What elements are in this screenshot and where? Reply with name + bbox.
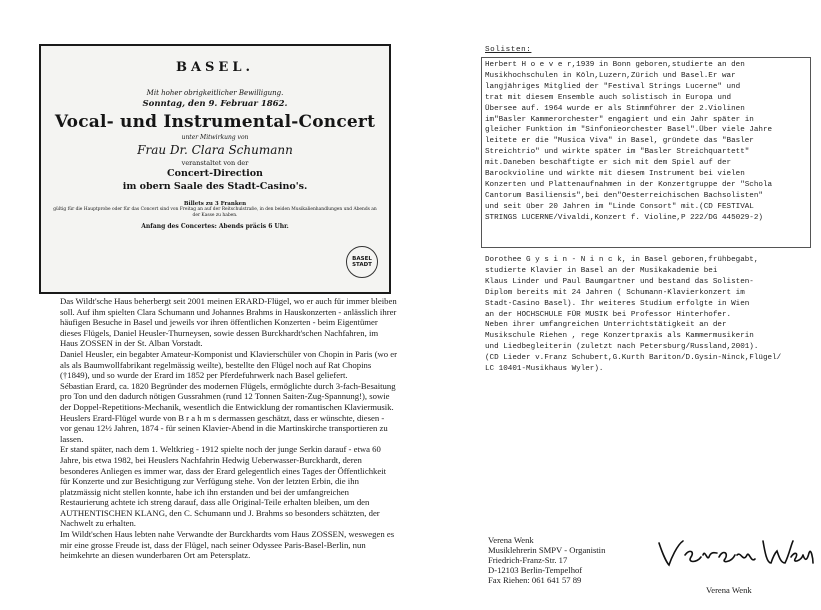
history-paragraph: Daniel Heusler, ein begabter Amateur-Komponist und Klavierschüler von Chopin in Paris (wo er als als Baumwollfabrikant regelmässig weilte), bestellte den Flügel noch auf Rat Chopins (†1849), und so wurde der Erard im 1852 per Pferdefuhrwerk nach Basel geliefert. <box>60 348 397 381</box>
sender-name: Verena Wenk <box>488 535 534 545</box>
poster-stamp: BASEL STADT <box>346 246 378 278</box>
bio-line: studierte Klavier in Basel an der Musikakademie bei <box>485 266 718 275</box>
poster-organizer: Concert-Direction <box>167 168 263 179</box>
history-paragraph: Sébastian Erard, ca. 1820 Begründer des modernen Flügels, ermöglichte durch 3-fach-Besaitung pro Ton und den dadurch nötigen Gussrahmen (rund 12 Tonnen Saiten-Zug-Spannung!), sowie der Doppel-Repetitions-Mechanik, wesentlich die Entwicklung der romantischen Klaviermusik. Heuslers Erard-Flügel wurde von B r a h m s dermassen geschätzt, dass er wünschte, diesen - vor genau 12½ Jahren, 1874 - für seinen Klavier-Abend in die Martinskirche transportieren zu lassen. <box>60 380 396 444</box>
bio-line: an der HOCHSCHULE FÜR MUSIK bei Professor Hinterhofer. <box>485 310 732 319</box>
bio-line: trat mit diesem Ensemble auch solistisch in Europa und <box>485 93 732 102</box>
bio-line: leitete er die "Musica Viva" in Basel, gründete das "Basler <box>485 137 754 146</box>
bio-line: Stadt-Casino Basel). Ihr weiteres Studium erfolgte in Wien <box>485 299 750 308</box>
poster-with-line: unter Mitwirkung von <box>181 134 249 141</box>
history-paragraph: Im Wildt'schen Haus lebten nahe Verwandte der Burckhardts vom Haus ZOSSEN, weswegen es mir eine grosse Freude ist, dass der Flügel, nach seiner Odyssee Paris-Basel-Berlin, nun heimkehrte an diesen wunderbaren Ort am Petersplatz. <box>60 529 395 561</box>
history-text <box>60 296 397 561</box>
poster-date: Sonntag, den 9. Februar 1862. <box>142 99 288 109</box>
sender-city: D-12103 Berlin-Tempelhof <box>488 565 583 575</box>
bio-line: Diplom bereits mit 24 Jahren ( Schumann-Klavierkonzert im <box>485 288 745 297</box>
bio-line: Musikschule Riehen , rege Konzertpraxis als Kammermusikerin <box>485 332 754 341</box>
soloists-heading: Solisten: <box>485 46 532 54</box>
bio-line: und Liedbegleiterin (zuletzt nach Petersburg/Russland,2001). <box>485 343 759 352</box>
soloist-bio-hoever <box>485 60 807 224</box>
poster-small-print-1: Billets zu 3 Franken <box>183 201 247 207</box>
bio-line: und seit über 20 Jahren im "Linde Consort" mit.(CD FESTIVAL <box>485 202 754 211</box>
poster-tickets: Anfang des Concertes: Abends präcis 6 Uhr. <box>141 222 289 230</box>
bio-line: gleicher Funktion im "Sinfonieorchester Basel".Über viele Jahre <box>485 126 773 135</box>
printed-signature-name: Verena Wenk <box>706 585 752 595</box>
bio-line: Neben ihrer umfangreichen Unterrichtstätigkeit an der <box>485 321 727 330</box>
bio-line: Streichtrio" und wirkte später im "Basler Streichquartett" <box>485 148 750 157</box>
bio-line: langjähriges Mitglied der "Festival Strings Lucerne" und <box>485 82 741 91</box>
bio-line: Herbert H o e v e r,1939 in Bonn geboren,studierte an den <box>485 61 745 69</box>
bio-line: STRINGS LUCERNE/Vivaldi,Konzert f. Violine,P 222/DG 445029-2) <box>485 213 763 222</box>
sender-role: Musiklehrerin SMPV - Organistin <box>488 545 606 555</box>
bio-line: Barockvioline und wirkte mit diesem Instrument bei vielen <box>485 170 745 179</box>
bio-line: Konzerten und Plattenaufnahmen in der Konzertgruppe der "Schola <box>485 180 773 189</box>
poster-small-print-2: gültig für die Hauptprobe oder für das Concert sind von Freitag an auf der Reitschulstraße, in den beiden Musikalienhandlungen und Abends an der Kasse zu haben. <box>53 207 377 219</box>
poster-permit: Mit hoher obrigkeitlicher Bewilligung. <box>146 89 284 97</box>
bio-line: Übersee auf. 1964 wurde er als Stimmführer der 2.Violinen <box>485 104 745 113</box>
bio-line: Klaus Linder und Paul Baumgartner und bestand das Solisten- <box>485 277 754 286</box>
history-paragraph: Das Wildt'sche Haus beherbergt seit 2001 meinen ERARD-Flügel, wo er auch für immer bleiben soll. Auf ihm spielten Clara Schumann und Johannes Brahms in Hauskonzerten - anlässlich ihrer häufigen Besuche in Basel und jeweils vor ihren öffentlichen Konzerten - beim Eigentümer dieses Flügels, Daniel Heusler-Thurneysen, sowie dessen Burckhardt'schen Nachfahren, im Haus ZOSSEN in der St. Alban Vorstadt. <box>60 296 397 349</box>
bio-line: Dorothee G y s i n - N i n c k, in Basel geboren,frühbegabt, <box>485 256 759 264</box>
bio-line: mit.Daneben beschäftigte er sich mit dem Spiel auf der <box>485 159 732 168</box>
concert-poster <box>39 44 391 294</box>
soloist-bio-gysin-ninck <box>485 255 807 375</box>
bio-line: Musikhochschulen in Köln,Luzern,Zürich und Basel.Er war <box>485 71 736 80</box>
sender-address <box>488 535 605 585</box>
handwritten-signature <box>655 533 815 573</box>
poster-performer: Frau Dr. Clara Schumann <box>137 143 293 157</box>
sender-fax: Fax Riehen: 061 641 57 89 <box>488 575 582 585</box>
poster-title: Vocal- und Instrumental-Concert <box>54 112 376 132</box>
poster-venue: im obern Saale des Stadt-Casino's. <box>122 181 308 192</box>
sender-street: Friedrich-Franz-Str. 17 <box>488 555 568 565</box>
bio-line: im"Basler Kammerorchester" engagiert und ein Jahr später in <box>485 115 754 124</box>
bio-line: (CD Lieder v.Franz Schubert,G.Kurth Bariton/D.Gysin-Ninck,Flügel/ <box>485 354 782 363</box>
bio-line: LC 10401-Musikhaus Wyler). <box>485 365 604 374</box>
poster-organizer-line: veranstaltet von der <box>181 159 249 167</box>
bio-line: Cantorum Basiliensis",bei den"Oesterreichischen Bachsolisten" <box>485 191 763 200</box>
poster-city: BASEL. <box>175 60 255 75</box>
history-paragraph: Er stand später, nach dem 1. Weltkrieg - 1912 spielte noch der junge Serkin darauf - etwa 60 Jahre, bis etwa 1982, bei Heuslers Nachfahrin Hedwig Ueberwasser-Burckhardt, deren besonderes Anliegen es immer war, dass der Erard gelegentlich eines Tages der Öffentlichkeit für Konzerte und zur Besichtigung zur Verfügung stehe. Von der letzten Erbin, die ihn platzmässig nicht stellen konnte, habe ich ihn erstanden und bei der umfangreichen Restaurierung achtete ich streng darauf, dass alle Original-Teile erhalten bleiben, um den AUTHENTISCHEN KLANG, den C. Schumann und J. Brahms so besonders schätzten, der Nachwelt zu erhalten. <box>60 444 387 529</box>
